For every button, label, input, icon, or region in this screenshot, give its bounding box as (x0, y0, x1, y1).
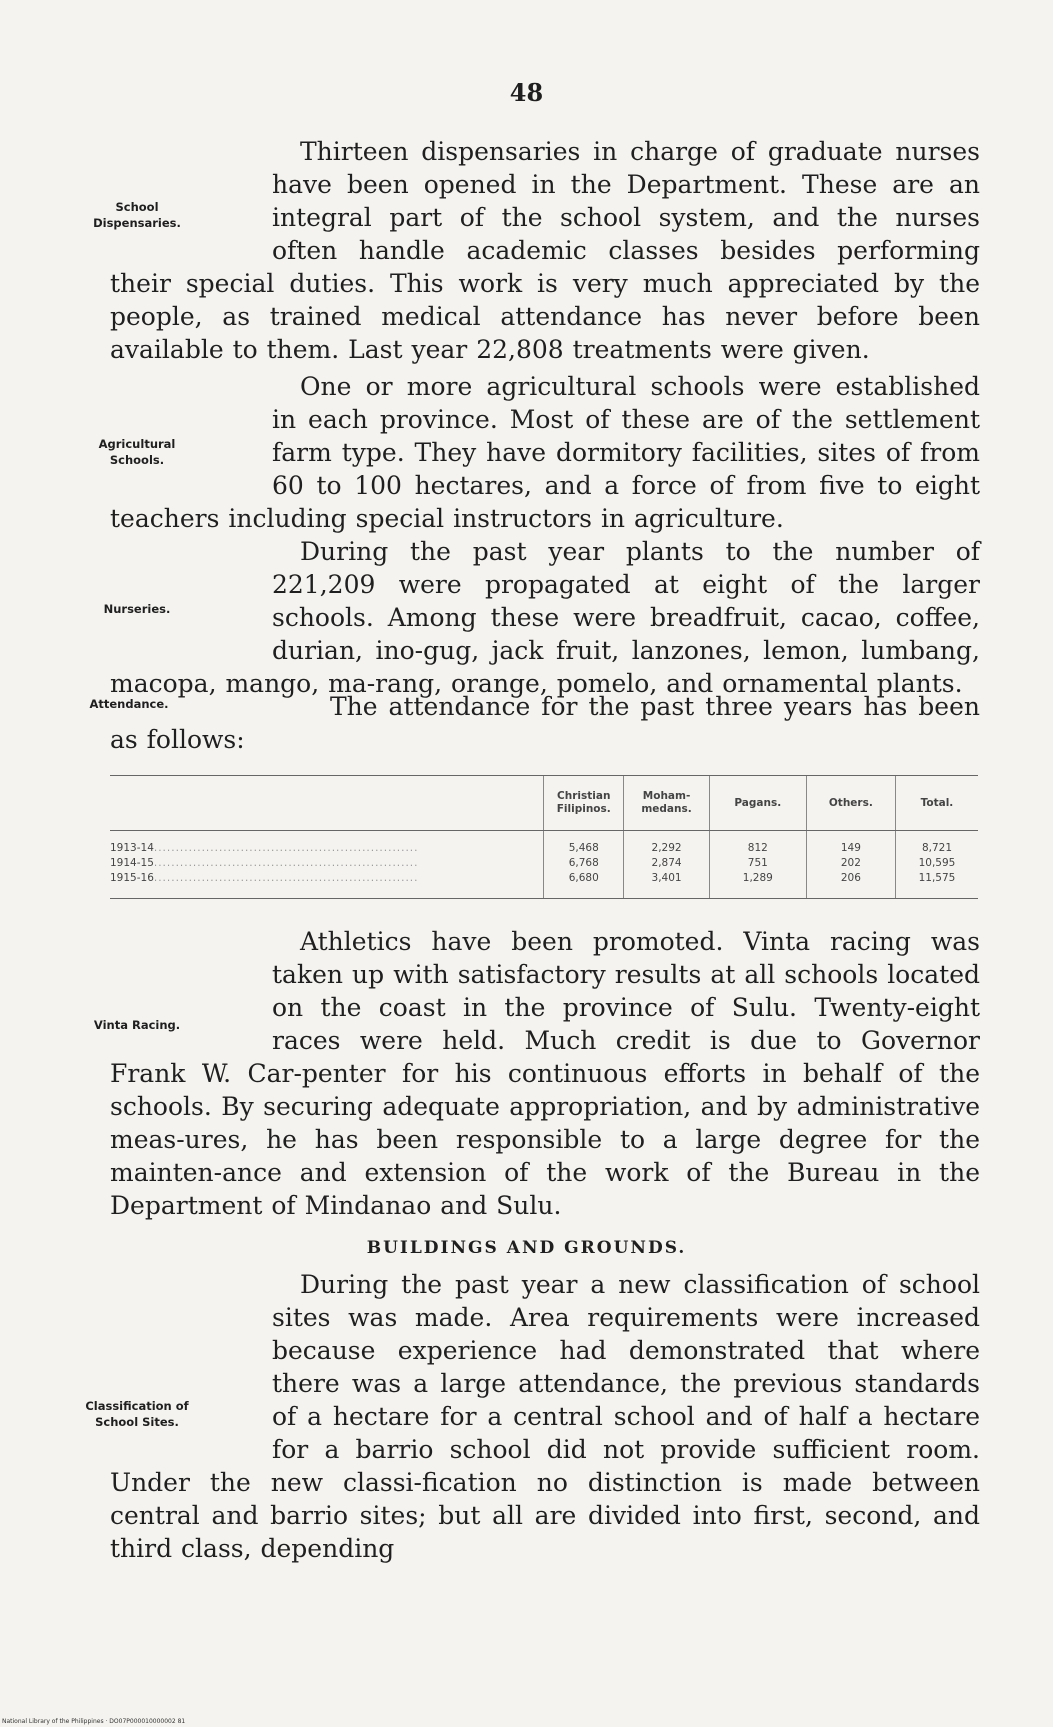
cell: 6,680 (544, 871, 624, 898)
cell: 2,874 (624, 856, 710, 871)
cell: 206 (806, 871, 895, 898)
cell: 1,289 (709, 871, 806, 898)
margin-note-nurseries: Nurseries. (103, 602, 171, 616)
section-classification (85, 1268, 980, 1565)
section-agricultural (98, 370, 980, 535)
row-year: 1914-15 (110, 857, 154, 869)
paragraph-classification: During the past year a new classification of school sites was made. Area requirements were increased because experience had demonstrated that where there was a large attendance, the previous standards of a hectare for a central school and of half a hectare for a barrio school did not provide sufficient room. Under the new classi-fication no distinction is made between central and barrio sites; but all are divided into first, second, and third class, depending (110, 1270, 980, 1563)
section-attendance (89, 690, 980, 756)
paragraph-agricultural: One or more agricultural schools were established in each province. Most of these are of the settlement farm type. They have dormitory facilities, sites of from 60 to 100 hectares, and a force of from five to eight teachers including special instructors in agriculture. (110, 372, 980, 533)
cell: 5,468 (544, 831, 624, 857)
page-number: 48 (509, 78, 544, 107)
table-header: Pagans. (709, 776, 806, 831)
paragraph-dispensaries: Thirteen dispensaries in charge of graduate nurses have been opened in the Department. These are an integral part of the school system, and the nurses often handle academic classes besides performing their special duties. This work is very much appreciated by the people, as trained medical attendance has never before been available to them. Last year 22,808 treatments were given. (110, 137, 980, 364)
table-row: 1915-16............................................................. 6,680 3,401 1,289 206 11,575 (110, 871, 978, 898)
heading-buildings-and-grounds: BUILDINGS AND GROUNDS. (366, 1238, 687, 1258)
cell: 8,721 (895, 831, 978, 857)
row-year: 1915-16 (110, 872, 154, 884)
table-header-blank (110, 776, 544, 831)
margin-note-attendance: Attendance. (89, 697, 169, 711)
section-nurseries (103, 535, 980, 700)
margin-note-classification: Classification of School Sites. (85, 1399, 189, 1429)
cell: 202 (806, 856, 895, 871)
paragraph-vinta: Athletics have been promoted. Vinta racing was taken up with satisfactory results at all schools located on the coast in the province of Sulu. Twenty-eight races were held. Much credit is due to Governor Frank W. Car-penter for his continuous efforts in behalf of the schools. By securing adequate appropriation, and by administrative meas-ures, he has been responsible to a large degree for the mainten-ance and extension of the work of the Bureau in the Department of Mindanao and Sulu. (110, 927, 980, 1220)
cell: 3,401 (624, 871, 710, 898)
section-vinta (93, 925, 980, 1222)
cell: 11,575 (895, 871, 978, 898)
table-header: Others. (806, 776, 895, 831)
cell: 812 (709, 831, 806, 857)
table-header: Christian Filipinos. (544, 776, 624, 831)
paragraph-nurseries: During the past year plants to the number of 221,209 were propagated at eight of the larger schools. Among these were breadfruit, cacao, coffee, durian, ino-gug, jack fruit, lanzones, lemon, lumbang, macopa, mango, ma-rang, orange, pomelo, and ornamental plants. (110, 537, 980, 698)
margin-note-vinta: Vinta Racing. (93, 1018, 181, 1032)
table-row: 1913-14............................................................. 5,468 2,292 812 149 8,721 (110, 831, 978, 857)
paragraph-attendance: The attendance for the past three years has been as follows: (110, 692, 980, 754)
cell: 751 (709, 856, 806, 871)
table-header: Moham-medans. (624, 776, 710, 831)
cell: 2,292 (624, 831, 710, 857)
attendance-table (110, 775, 978, 899)
cell: 6,768 (544, 856, 624, 871)
footer-credit: National Library of the Philippines · DO07P000010000002 81 (2, 1718, 186, 1725)
cell: 10,595 (895, 856, 978, 871)
row-year: 1913-14 (110, 842, 154, 854)
cell: 149 (806, 831, 895, 857)
table-header: Total. (895, 776, 978, 831)
margin-note-dispensaries: School Dispensaries. (93, 200, 181, 230)
margin-note-agricultural: Agricultural Schools. (98, 437, 176, 467)
table-row: 1914-15............................................................. 6,768 2,874 751 202 10,595 (110, 856, 978, 871)
section-dispensaries (93, 135, 980, 366)
